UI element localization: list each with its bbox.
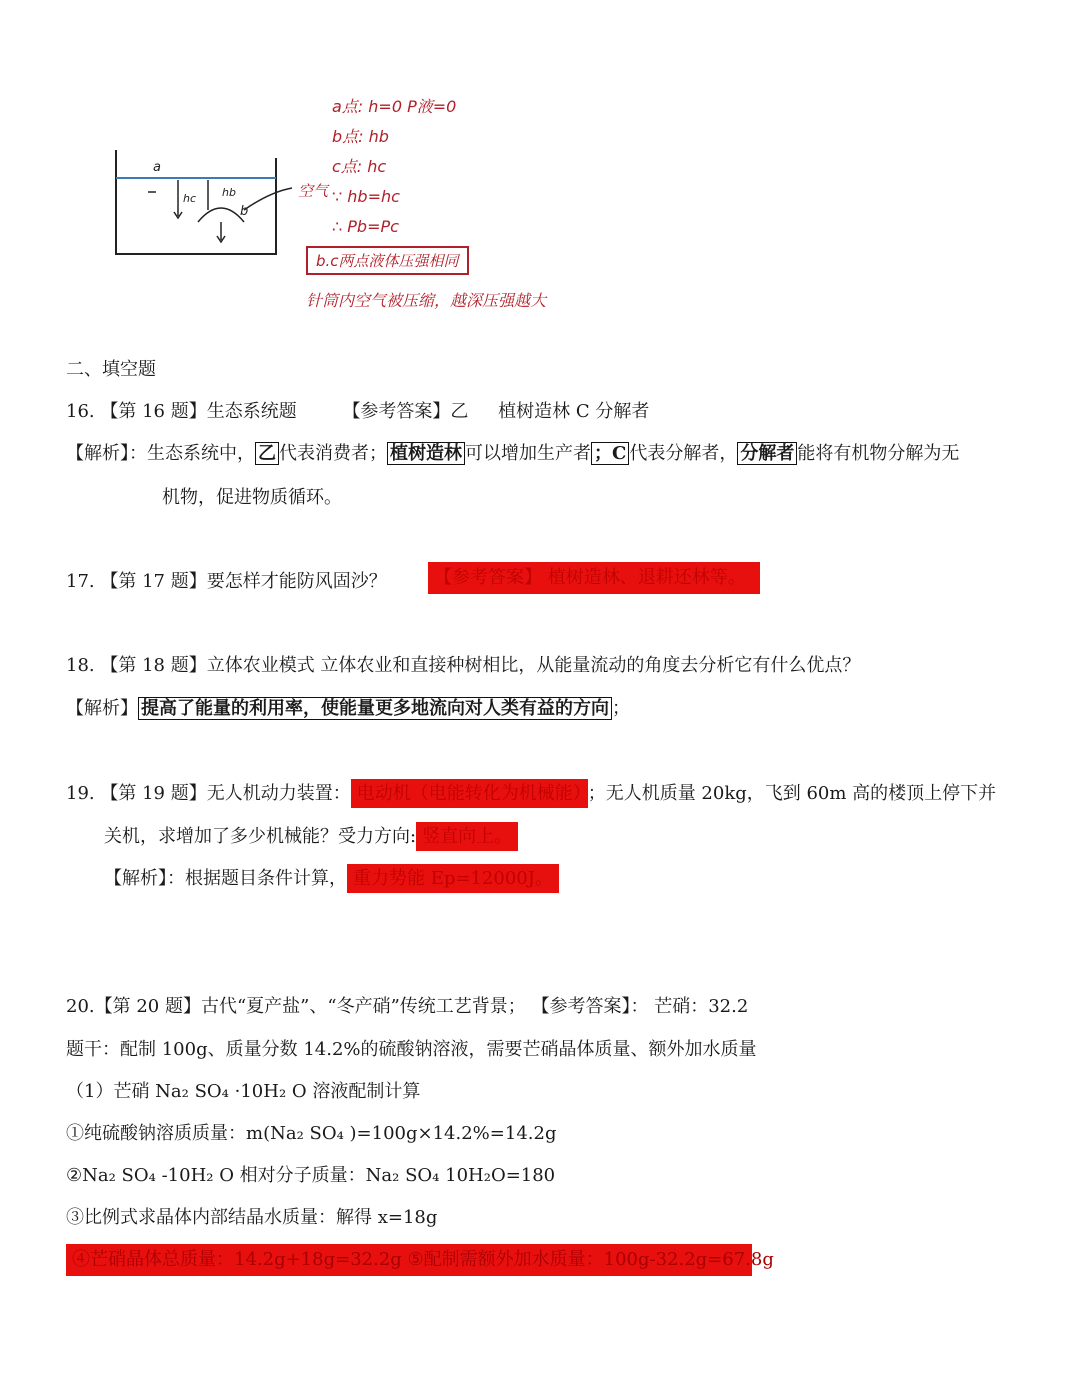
question-20-step2: ②Na₂ SO₄ -10H₂ O 相对分子质量：Na₂ SO₄ 10H₂O=180 [66,1165,556,1186]
question-20-part1: （1）芒硝 Na₂ SO₄ ·10H₂ O 溶液配制计算 [66,1081,421,1102]
note-line: c点: hc [332,157,387,176]
question-16-analysis-cont: 机物，促进物质循环。 [162,487,342,508]
boxed-note: b.c两点液体压强相同 [306,246,469,275]
analysis-text: 【解析】：生态系统中， [66,443,255,464]
pointer-note: 空气 [298,182,329,200]
handwritten-notes [332,92,512,242]
question-20-stem: 题干：配制 100g、质量分数 14.2%的硫酸钠溶液，需要芒硝晶体质量、额外加水质量 [66,1039,757,1060]
question-17-answer-highlight: 【参考答案】 植树造林、退耕还林等。 [428,562,760,594]
analysis-text: 【解析】：根据题目条件计算， [104,868,347,889]
question-20-answer-highlight: ④芒硝晶体总质量：14.2g+18g=32.2g ⑤配制需额外加水质量：100g-32.2g=67.8g [66,1244,752,1276]
question-19-text: ；无人机质量 20kg，飞到 60m 高的楼顶上停下并 [587,783,997,804]
keyword-box: 植树造林 [387,442,465,465]
question-20-step3: ③比例式求晶体内部结晶水质量：解得 x=18g [66,1207,438,1228]
question-16-analysis [66,442,959,466]
question-18-analysis [66,697,630,721]
analysis-answer-box: 提高了能量的利用率，使能量更多地流向对人类有益的方向 [138,697,612,720]
beaker-diagram [100,140,310,270]
question-19-direction-highlight: 竖直向上。 [416,822,518,851]
question-16-title: 16. 【第 16 题】生态系统题 [66,401,297,422]
keyword-box: 乙 [255,442,279,465]
analysis-text: 可以增加生产者 [465,443,591,464]
analysis-text: 能将有机物分解为无 [797,443,960,464]
analysis-text: 代表分解者， [629,443,738,464]
point-a-label: a [153,160,161,175]
analysis-text: 代表消费者； [279,443,387,464]
question-17: 17. 【第 17 题】要怎样才能防风固沙？ [66,571,387,592]
question-19-text: 关机，求增加了多少机械能？受力方向: [104,826,417,847]
note-line: ∵ hb=hc [332,187,400,206]
section-title: 二、填空题 [66,359,156,380]
question-19-energy-highlight: 重力势能 Ep=12000J。 [347,864,559,893]
question-19 [66,782,996,806]
point-b-label: b [240,204,249,219]
question-19-cont [104,825,518,849]
bottom-note: 针筒内空气被压缩，越深压强越大 [306,291,547,310]
question-18: 18. 【第 18 题】立体农业模式 立体农业和直接种树相比，从能量流动的角度去分析它有什么优点？ [66,655,861,676]
note-line: b点: hb [332,127,389,146]
question-16 [66,400,649,424]
note-line: a点: h=0 P液=0 [332,97,457,116]
question-19-answer-highlight: 电动机（电能转化为机械能） [351,779,588,808]
h-c-label: hc [183,192,197,205]
analysis-end: ； [612,698,630,719]
analysis-label: 【解析】 [66,698,138,719]
question-16-answer: 植树造林 C 分解者 [498,401,650,422]
note-line: ∴ Pb=Pc [332,217,399,236]
h-b-label: hb [222,186,236,199]
question-19-text: 19. 【第 19 题】无人机动力装置： [66,783,351,804]
question-19-analysis [104,867,559,891]
keyword-box: 分解者 [737,442,797,465]
question-20-step1: ①纯硫酸钠溶质质量：m(Na₂ SO₄ )=100g×14.2%=14.2g [66,1123,557,1144]
question-16-answer-label: 【参考答案】乙 [342,401,469,422]
keyword-box: ；C [591,442,629,465]
question-20: 20.【第 20 题】古代“夏产盐”、“冬产硝”传统工艺背景； 【参考答案】： 芒硝：32.2 [66,996,749,1017]
